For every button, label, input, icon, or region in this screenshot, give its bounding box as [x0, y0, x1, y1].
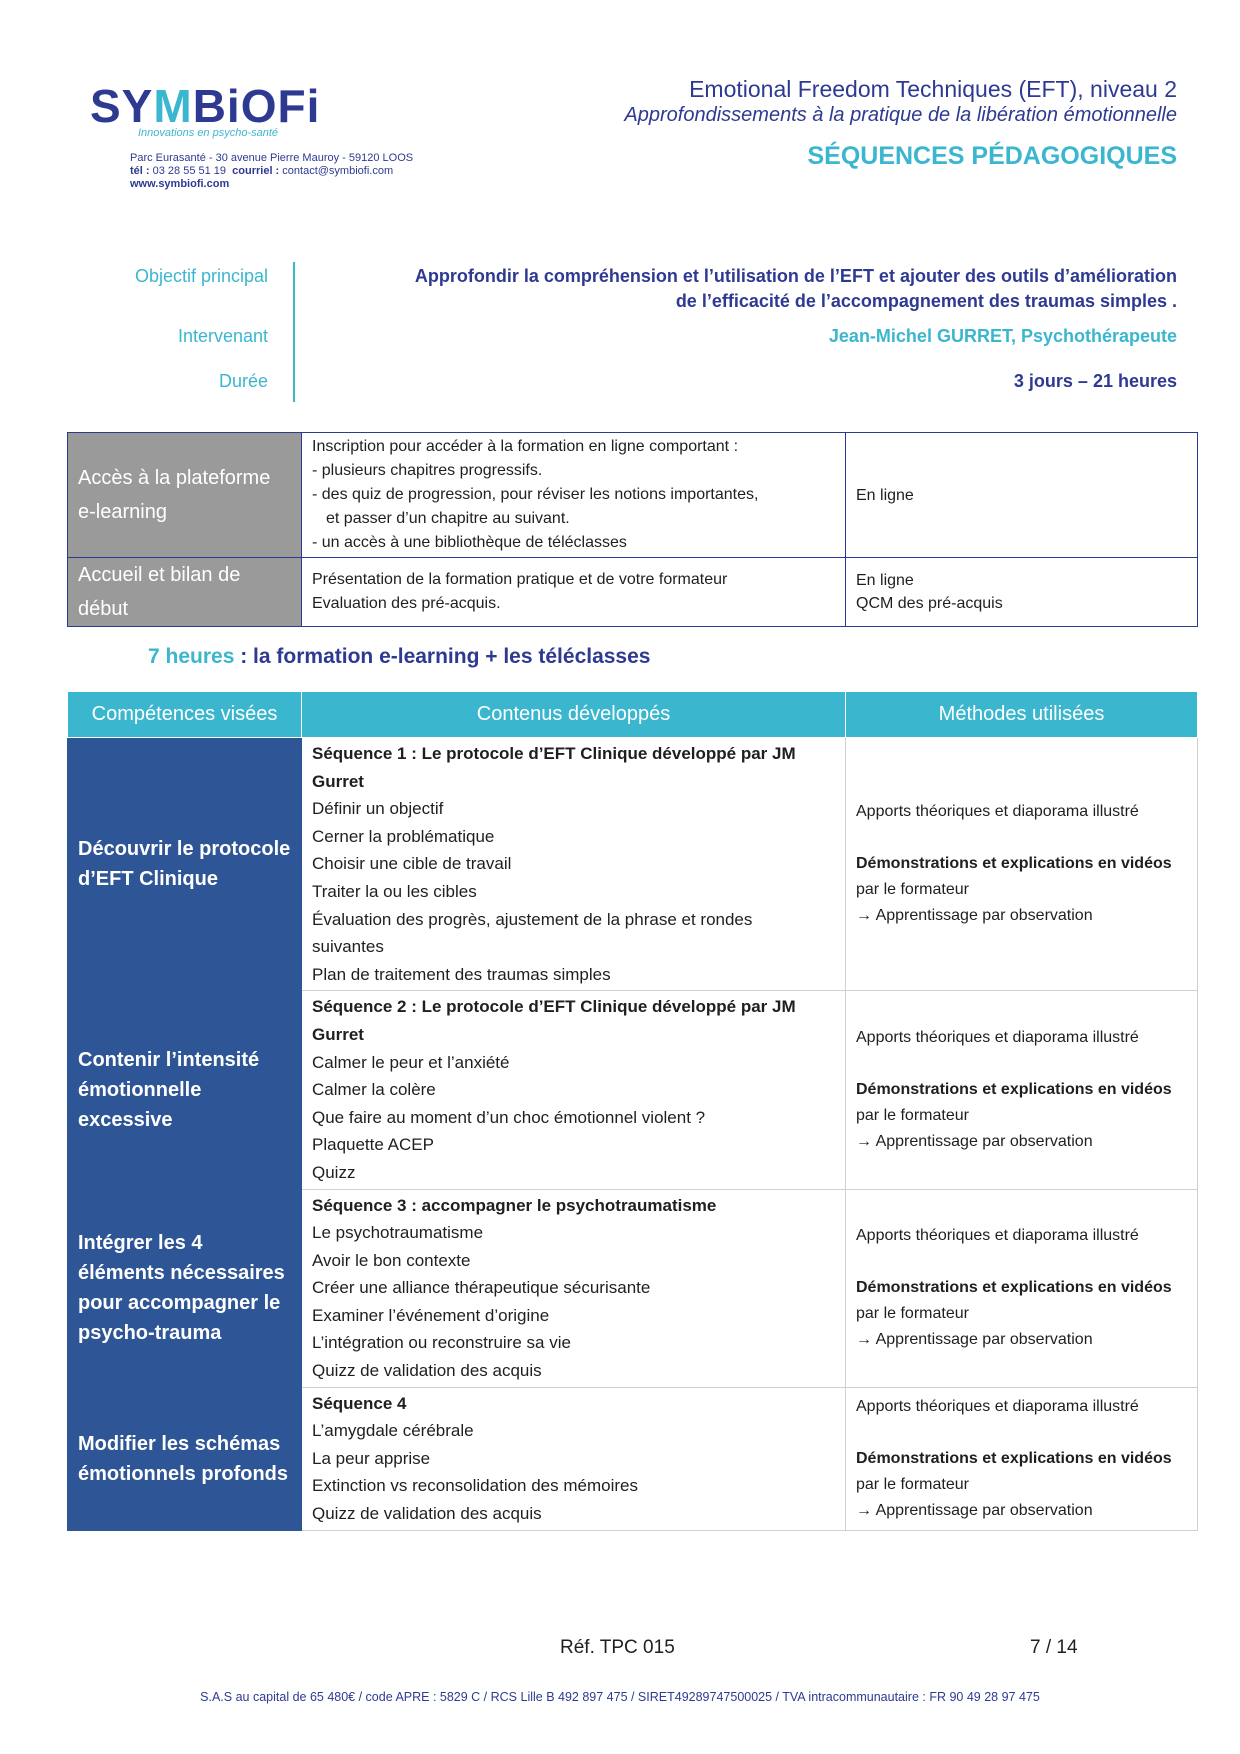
- table-row: [68, 1387, 1198, 1530]
- objectif-line: de l’efficacité de l’accompagnement des traumas simples .: [675, 291, 1177, 311]
- content-item: Créer une alliance thérapeutique sécurisante: [312, 1278, 651, 1298]
- company-logo: [90, 82, 420, 191]
- section-heading: SÉQUENCES PÉDAGOGIQUES: [807, 142, 1177, 170]
- table-row: [68, 433, 1198, 558]
- logo-part: M: [153, 80, 193, 132]
- method-line: → Apprentissage par observation: [856, 907, 1093, 925]
- company-contact: [130, 152, 420, 191]
- method-line: QCM des pré-acquis: [856, 595, 1003, 612]
- row-label-line: Accueil et bilan de: [78, 564, 241, 586]
- method-line: En ligne: [856, 486, 914, 504]
- method-line: par le formateur: [856, 881, 969, 899]
- column-header: Compétences visées: [68, 692, 302, 738]
- competence-line: émotionnels profonds: [78, 1462, 288, 1485]
- competence-line: Découvrir le protocole: [78, 838, 291, 861]
- sequences-table: [67, 691, 1198, 1531]
- mail-label: courriel :: [232, 165, 280, 177]
- method-line: par le formateur: [856, 1305, 969, 1323]
- logo-part: BiOFi: [192, 80, 321, 132]
- method-line: Apports théoriques et diaporama illustré: [856, 1227, 1139, 1245]
- content-item: Évaluation des progrès, ajustement de la phrase et rondes: [312, 909, 753, 929]
- competence-line: Contenir l’intensité: [78, 1048, 260, 1071]
- section-hours: 7 heures: [148, 645, 235, 668]
- content-item: La peur apprise: [312, 1448, 431, 1468]
- content-item: Le psychotraumatisme: [312, 1223, 484, 1243]
- method-line: → Apprentissage par observation: [856, 1501, 1093, 1519]
- column-header: Méthodes utilisées: [846, 692, 1198, 738]
- content-item: Quizz: [312, 1162, 356, 1182]
- content-cell: [302, 1387, 846, 1530]
- content-item: Que faire au moment d’un choc émotionnel violent ?: [312, 1107, 706, 1127]
- content-item: Plaquette ACEP: [312, 1135, 434, 1155]
- methods-cell: [846, 1387, 1198, 1530]
- row-label: [68, 433, 302, 558]
- intervenant-value: Jean-Michel GURRET, Psychothérapeute: [828, 326, 1177, 346]
- method-line: Démonstrations et explications en vidéos: [856, 1449, 1172, 1467]
- method-line: → Apprentissage par observation: [856, 1331, 1093, 1349]
- duree-label: Durée: [218, 371, 268, 391]
- table-row: [68, 1189, 1198, 1387]
- competence-cell: [68, 1189, 302, 1387]
- content-bullet: - plusieurs chapitres progressifs.: [312, 462, 543, 479]
- table-row: [68, 738, 1198, 991]
- logo-tagline: Innovations en psycho-santé: [138, 127, 279, 139]
- tel-label: tél :: [130, 165, 150, 177]
- row-content: [302, 433, 846, 558]
- info-divider: [293, 262, 295, 402]
- method-line: par le formateur: [856, 1475, 969, 1493]
- company-address: Parc Eurasanté - 30 avenue Pierre Mauroy - 59120 LOOS: [130, 152, 414, 164]
- content-item: Choisir une cible de travail: [312, 854, 512, 874]
- column-header: Contenus développés: [302, 692, 846, 738]
- method-line: Démonstrations et explications en vidéos: [856, 855, 1172, 873]
- competence-cell: [68, 991, 302, 1189]
- content-item: Calmer la colère: [312, 1080, 436, 1100]
- content-cell: [302, 738, 846, 991]
- web-value: www.symbiofi.com: [130, 178, 230, 190]
- sequence-title: Séquence 2 : Le protocole d’EFT Clinique développé par JM: [312, 997, 796, 1017]
- document-subtitle: Approfondissements à la pratique de la libération émotionnelle: [624, 104, 1177, 126]
- content-item: Examiner l’événement d’origine: [312, 1305, 550, 1325]
- content-item: Avoir le bon contexte: [312, 1250, 471, 1270]
- competence-line: émotionnelle: [78, 1078, 202, 1101]
- legal-footer: S.A.S au capital de 65 480€ / code APRE : 5829 C / RCS Lille B 492 897 475 / SIRET49289747500025 / TVA intracommunautaire : FR 90 49 28 97 475: [200, 1690, 1040, 1704]
- competence-line: psycho-trauma: [78, 1322, 222, 1345]
- section-title: [148, 645, 650, 669]
- competence-line: d’EFT Clinique: [78, 868, 218, 891]
- logo-part: SY: [90, 80, 154, 132]
- content-item: Quizz de validation des acquis: [312, 1361, 542, 1381]
- content-cell: [302, 991, 846, 1189]
- tel-value: 03 28 55 51 19: [152, 165, 227, 177]
- content-item: Extinction vs reconsolidation des mémoires: [312, 1476, 638, 1496]
- row-content: [302, 558, 846, 627]
- content-item: suivantes: [312, 937, 384, 957]
- content-item: L’intégration ou reconstruire sa vie: [312, 1333, 571, 1353]
- row-method: [846, 558, 1198, 627]
- table-header-row: [68, 692, 1198, 738]
- row-label-line: début: [78, 598, 129, 620]
- competence-cell: [68, 738, 302, 991]
- mail-value: contact@symbiofi.com: [282, 165, 394, 177]
- intervenant-label: Intervenant: [177, 326, 268, 346]
- competence-line: excessive: [78, 1108, 173, 1131]
- content-item: Quizz de validation des acquis: [312, 1504, 542, 1524]
- method-line: par le formateur: [856, 1106, 969, 1124]
- objectif-line: Approfondir la compréhension et l’utilisation de l’EFT et ajouter des outils d’amélioration: [414, 266, 1177, 286]
- sequence-title: Gurret: [312, 771, 364, 791]
- content-item: Cerner la problématique: [312, 826, 495, 846]
- content-line: Inscription pour accéder à la formation en ligne comportant :: [312, 438, 739, 455]
- sequence-title: Séquence 1 : Le protocole d’EFT Clinique développé par JM: [312, 744, 796, 763]
- document-reference: Réf. TPC 015: [560, 1637, 675, 1658]
- method-line: Apports théoriques et diaporama illustré: [856, 1397, 1139, 1415]
- row-label-line: Accès à la plateforme: [78, 467, 271, 489]
- page-number: 7 / 14: [1030, 1637, 1078, 1658]
- section-title-text: : la formation e-learning + les téléclasses: [234, 645, 651, 668]
- method-line: Démonstrations et explications en vidéos: [856, 1080, 1172, 1098]
- document-title: Emotional Freedom Techniques (EFT), niveau 2: [689, 76, 1177, 102]
- competence-line: pour accompagner le: [78, 1292, 281, 1315]
- content-item: Plan de traitement des traumas simples: [312, 964, 611, 984]
- method-line: Apports théoriques et diaporama illustré: [856, 1028, 1139, 1046]
- intro-table: [67, 432, 1198, 627]
- competence-line: Intégrer les 4: [78, 1232, 203, 1255]
- content-bullet: - des quiz de progression, pour réviser les notions importantes,: [312, 486, 759, 503]
- row-label-line: e-learning: [78, 501, 167, 523]
- objectif-value: [415, 264, 1177, 314]
- method-line: En ligne: [856, 572, 914, 589]
- competence-line: Modifier les schémas: [78, 1432, 281, 1455]
- content-line: Evaluation des pré-acquis.: [312, 595, 501, 612]
- methods-cell: [846, 738, 1198, 991]
- sequence-title: Gurret: [312, 1024, 364, 1044]
- sequence-title: Séquence 3 : accompagner le psychotraumatisme: [312, 1195, 717, 1215]
- row-method: [846, 433, 1198, 558]
- content-item: Calmer le peur et l’anxiété: [312, 1052, 510, 1072]
- competence-line: éléments nécessaires: [78, 1262, 285, 1285]
- methods-cell: [846, 1189, 1198, 1387]
- duree-value: 3 jours – 21 heures: [1013, 371, 1177, 391]
- competence-cell: [68, 1387, 302, 1530]
- company-phone-mail: [130, 165, 420, 178]
- method-line: Démonstrations et explications en vidéos: [856, 1279, 1172, 1297]
- method-line: → Apprentissage par observation: [856, 1132, 1093, 1150]
- method-line: Apports théoriques et diaporama illustré: [856, 803, 1139, 821]
- methods-cell: [846, 991, 1198, 1189]
- table-row: [68, 558, 1198, 627]
- content-line: Présentation de la formation pratique et de votre formateur: [312, 571, 728, 588]
- content-item: L’amygdale cérébrale: [312, 1421, 474, 1441]
- content-item: Traiter la ou les cibles: [312, 881, 477, 901]
- row-label: [68, 558, 302, 627]
- content-item: Définir un objectif: [312, 799, 444, 819]
- objectif-label: Objectif principal: [134, 266, 268, 286]
- logo-wordmark: [90, 82, 420, 130]
- content-cell: [302, 1189, 846, 1387]
- content-bullet: - un accès à une bibliothèque de téléclasses: [312, 534, 627, 551]
- table-row: [68, 991, 1198, 1189]
- sequence-title: Séquence 4: [312, 1393, 407, 1413]
- company-website: [130, 178, 420, 191]
- content-bullet: et passer d’un chapitre au suivant.: [326, 510, 570, 527]
